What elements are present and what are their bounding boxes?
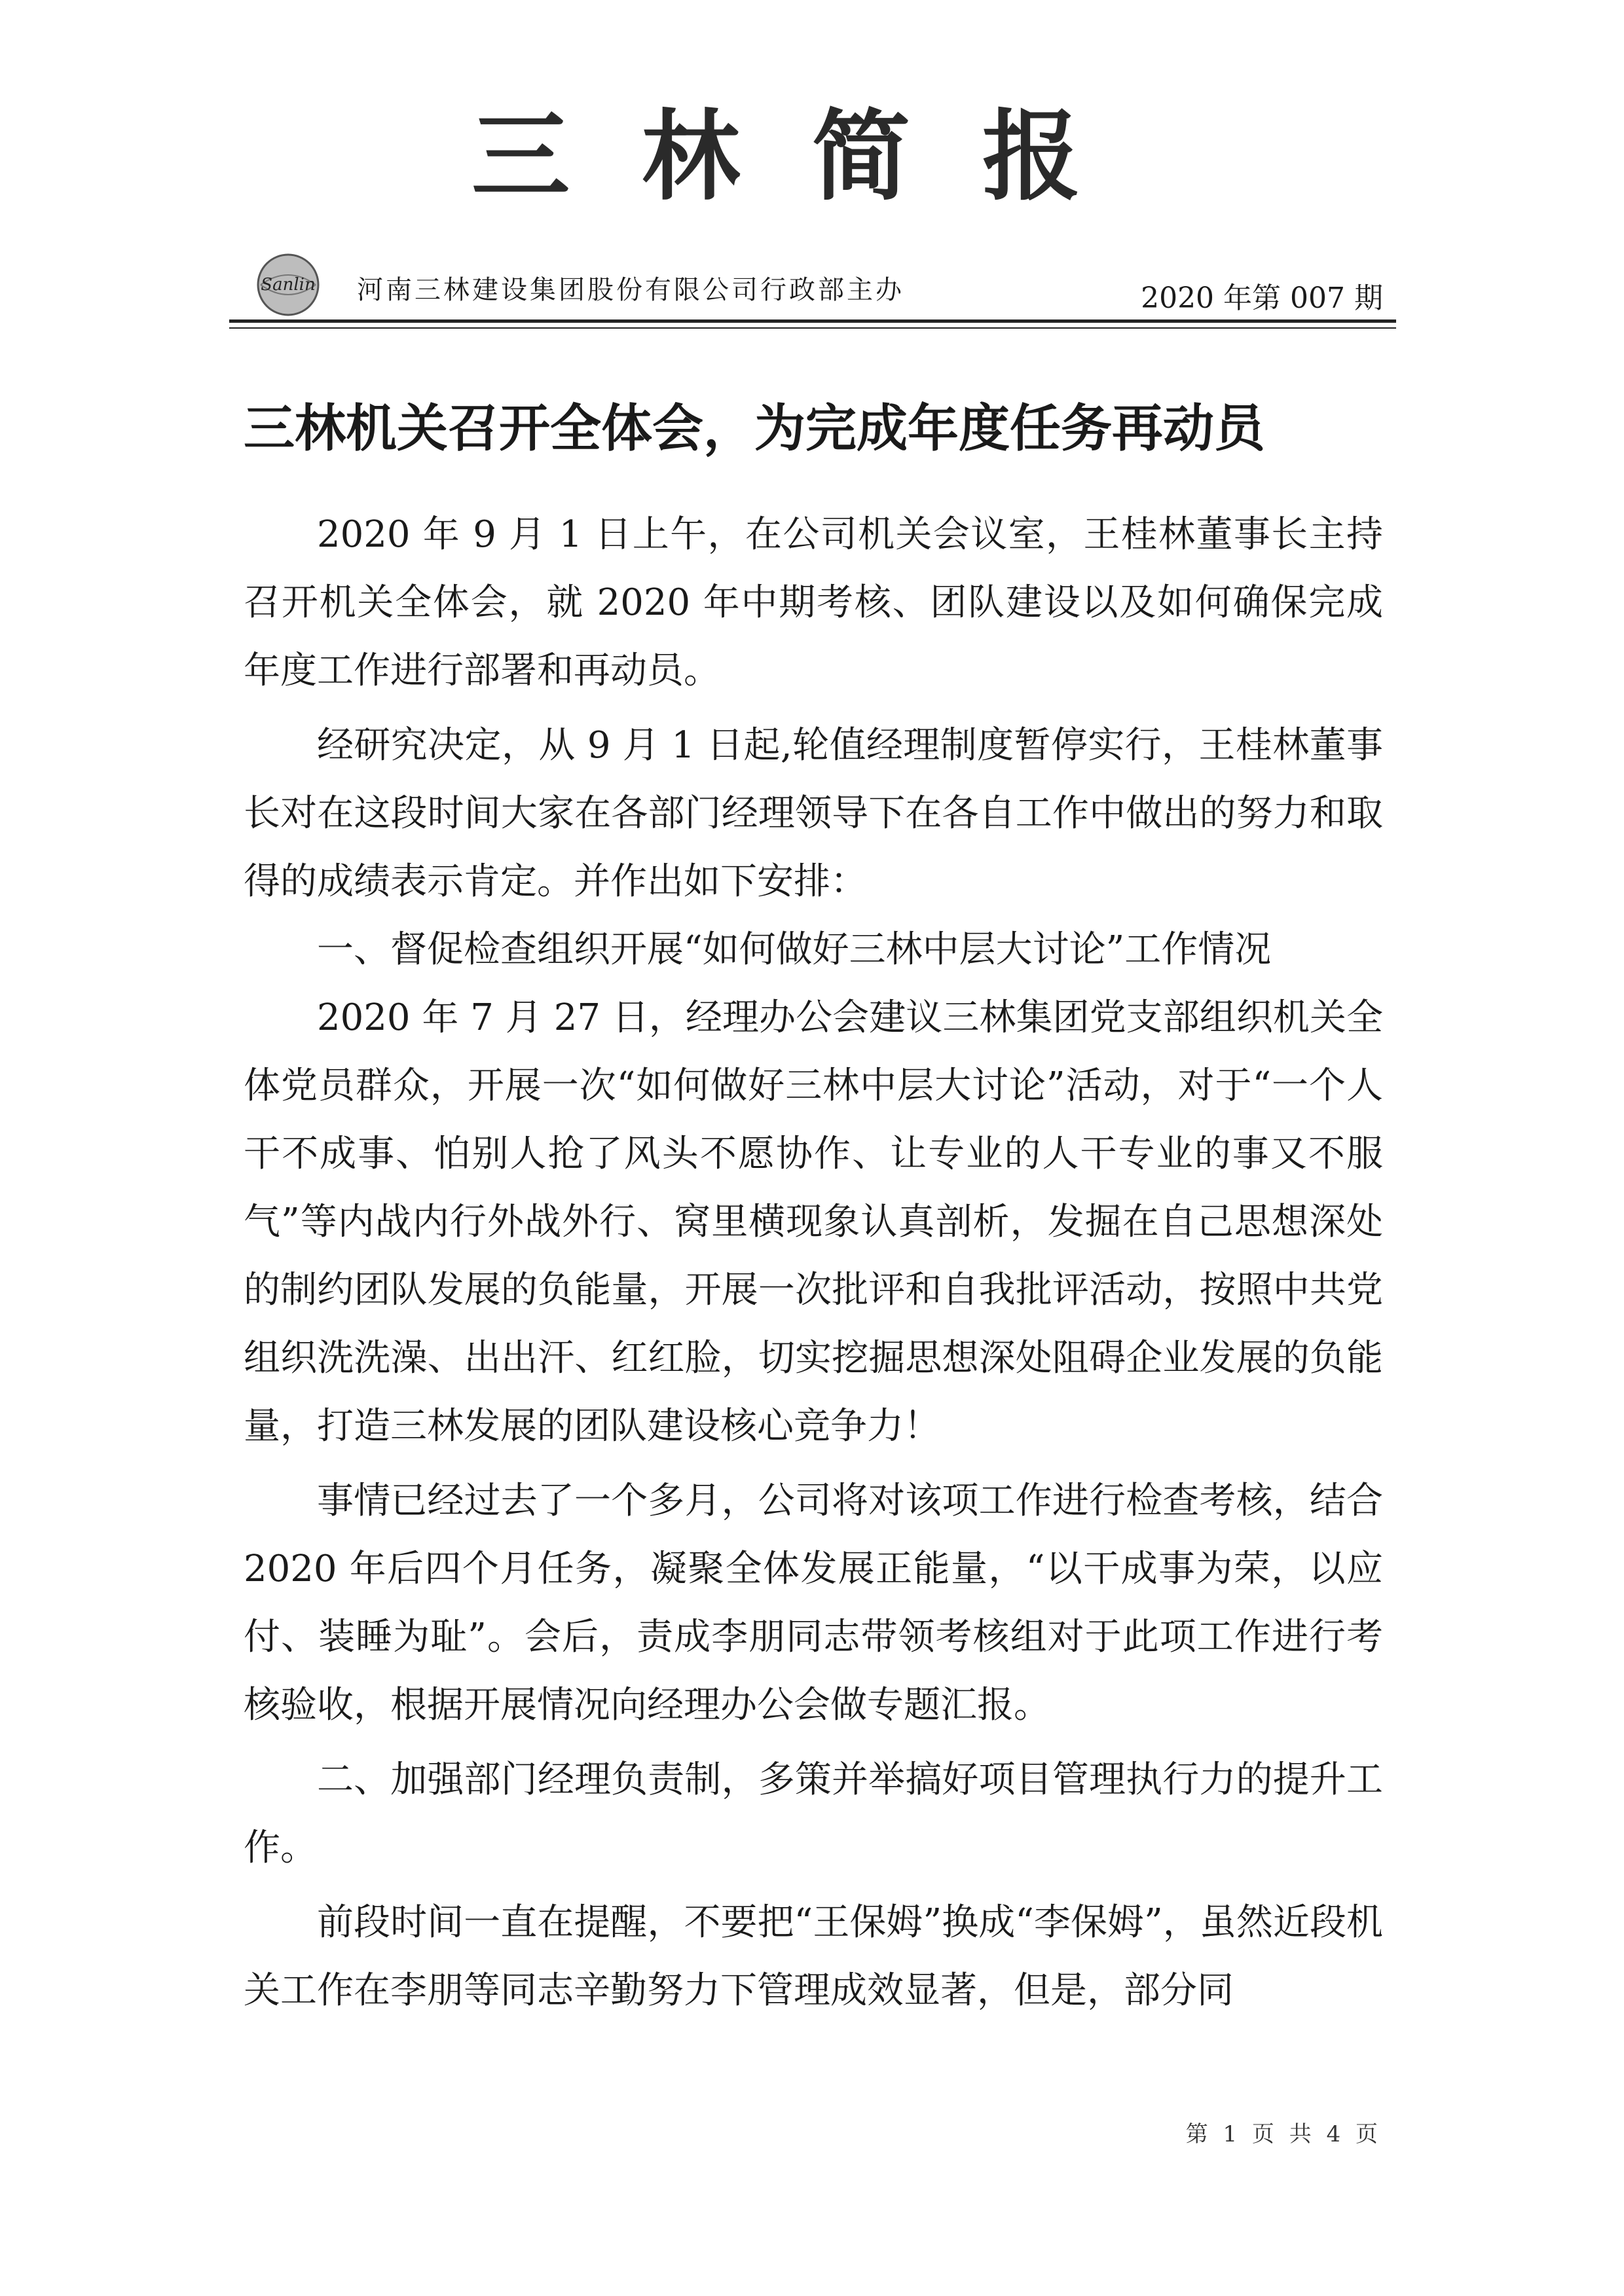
- paragraph: 事情已经过去了一个多月，公司将对该项工作进行检查考核，结合 2020 年后四个月任务，凝聚全体发展正能量，“以干成事为荣，以应付、装睡为耻”。会后，责成李朋同志带领考核组对于此项工作进行考核验收，根据开展情况向经理办公会做专题汇报。: [244, 1480, 1383, 1726]
- publication-info-bar: [229, 252, 1383, 318]
- paragraph: 前段时间一直在提醒，不要把“王保姆”换成“李保姆”，虽然近段机关工作在李朋等同志辛勤努力下管理成效显著，但是，部分同: [244, 1901, 1383, 2012]
- article-body: [244, 501, 1383, 2025]
- company-logo: [255, 252, 321, 318]
- masthead-title: 三林简报: [471, 100, 1153, 214]
- article-headline: 三林机关召开全体会，为完成年度任务再动员: [244, 399, 1266, 458]
- sponsor-line: 河南三林建设集团股份有限公司行政部主办: [357, 275, 904, 305]
- section-heading: 二、加强部门经理负责制，多策并举搞好项目管理执行力的提升工作。: [244, 1758, 1383, 1869]
- page-number: 第 1 页 共 4 页: [1185, 2121, 1382, 2147]
- section-heading: 一、督促检查组织开展“如何做好三林中层大讨论”工作情况: [317, 928, 1272, 971]
- paragraph: 2020 年 9 月 1 日上午，在公司机关会议室，王桂林董事长主持召开机关全体会，就 2020 年中期考核、团队建设以及如何确保完成年度工作进行部署和再动员。: [244, 513, 1383, 692]
- header-divider-thick: [229, 319, 1396, 323]
- paragraph: 2020 年 7 月 27 日，经理办公会建议三林集团党支部组织机关全体党员群众，开展一次“如何做好三林中层大讨论”活动，对于“一个人干不成事、怕别人抢了风头不愿协作、让专业的人干专业的事又不服气”等内战内行外战外行、窝里横现象认真剖析，发掘在自己思想深处的制约团队发展的负能量，开展一次批评和自我批评活动，按照中共党组织洗洗澡、出出汗、红红脸，切实挖掘思想深处阻碍企业发展的负能量，打造三林发展的团队建设核心竞争力！: [244, 996, 1383, 1448]
- header-divider-thin: [229, 327, 1396, 329]
- paragraph: 经研究决定，从 9 月 1 日起,轮值经理制度暂停实行，王桂林董事长对在这段时间大家在各部门经理领导下在各自工作中做出的努力和取得的成绩表示肯定。并作出如下安排：: [244, 724, 1383, 903]
- issue-number: 2020 年第 007 期: [1141, 282, 1383, 315]
- logo-text: Sanlin: [261, 275, 316, 295]
